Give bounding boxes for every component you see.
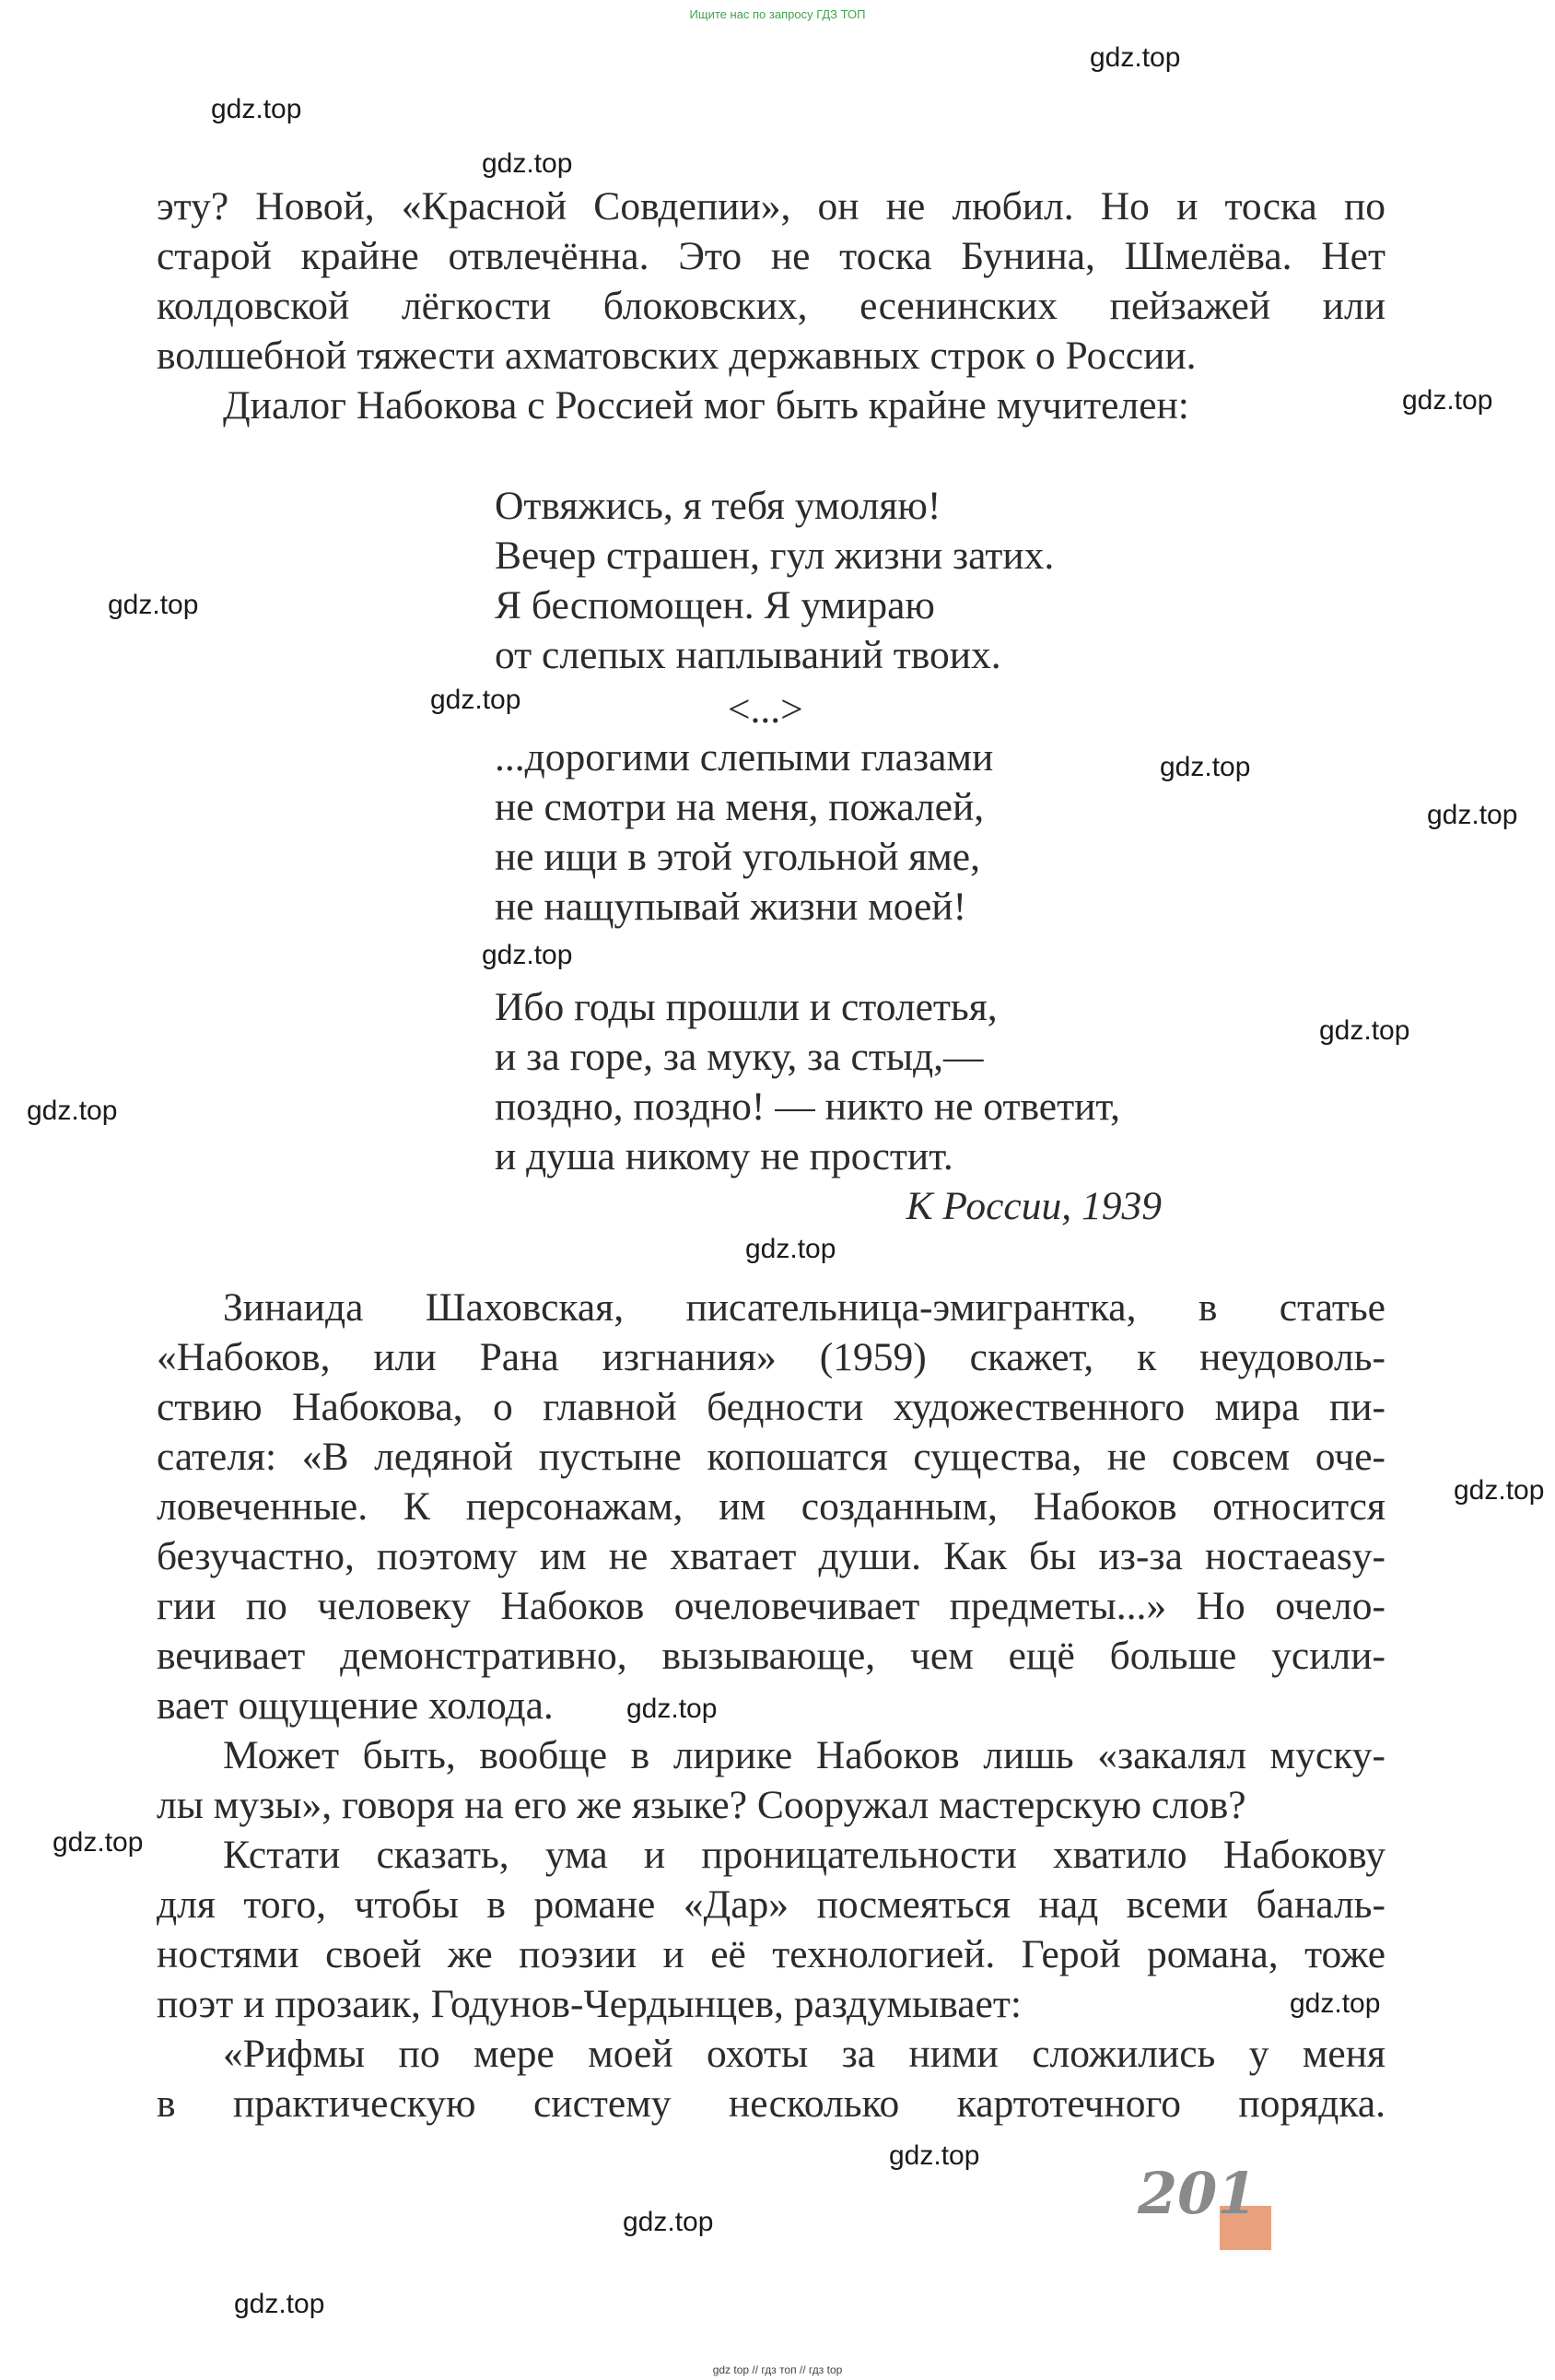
- text-line: гии по человеку Набоков очеловечивает предметы...» Но очело-: [157, 1584, 1385, 1628]
- paragraph-6: [157, 2029, 1385, 2128]
- watermark-label: gdz.top: [626, 1694, 718, 1724]
- text-line: эту? Новой, «Красной Совдепии», он не любил. Но и тоска по: [157, 184, 1385, 229]
- text-line: лы музы», говоря на его же языке? Сооружал мастерскую слов?: [157, 1783, 1246, 1827]
- text-line: сателя: «В ледяной пустыне копошатся существа, не совсем оче-: [157, 1435, 1385, 1479]
- text-line: «Набоков, или Рана изгнания» (1959) скажет, к неудоволь-: [157, 1335, 1385, 1379]
- paragraph-4: [157, 1730, 1385, 1830]
- watermark-label: gdz.top: [623, 2207, 714, 2237]
- watermark-label: gdz.top: [1160, 752, 1251, 782]
- watermark-label: gdz.top: [430, 685, 521, 715]
- text-line: поэт и прозаик, Годунов-Чердынцев, раздумывает:: [157, 1982, 1022, 2026]
- text-line: Может быть, вообще в лирике Набоков лишь «закалял муску-: [223, 1733, 1385, 1777]
- poem-line: Вечер страшен, гул жизни затих.: [495, 533, 1055, 578]
- text-line: Кстати сказать, ума и проницательности хватило Набокову: [223, 1833, 1385, 1877]
- poem-line: не ищи в этой угольной яме,: [495, 835, 980, 879]
- text-line: безучастно, поэтому им не хватает души. Как бы из-за ностаeasy-: [157, 1534, 1385, 1578]
- page-number: 201: [1138, 2160, 1257, 2227]
- text-line: для того, чтобы в романе «Дар» посмеяться над всеми баналь-: [157, 1882, 1385, 1927]
- watermark-label: gdz.top: [1402, 385, 1493, 416]
- text-line: Диалог Набокова с Россией мог быть крайне мучителен:: [223, 383, 1189, 428]
- poem-line: ...дорогими слепыми глазами: [495, 735, 994, 780]
- poem-line: Ибо годы прошли и столетья,: [495, 985, 998, 1029]
- paragraph-5: [157, 1830, 1385, 2029]
- watermark-label: gdz.top: [27, 1096, 118, 1126]
- footer-hint: gdz top // гдз топ // гдз top: [712, 2363, 843, 2376]
- text-line: ловеченные. К персонажам, им созданным, Набоков относится: [157, 1484, 1385, 1529]
- text-line: волшебной тяжести ахматовских державных строк о России.: [157, 334, 1197, 378]
- paragraph-1: [157, 182, 1385, 381]
- poem-line: от слепых наплываний твоих.: [495, 633, 1001, 677]
- text-line: Зинаида Шаховская, писательница-эмигрантка, в статье: [223, 1285, 1385, 1330]
- watermark-label: gdz.top: [1290, 1988, 1381, 2019]
- text-line: ствию Набокова, о главной бедности художественного мира пи-: [157, 1385, 1385, 1429]
- poem-stanza-3: [495, 982, 1232, 1181]
- watermark-label: gdz.top: [53, 1827, 144, 1858]
- poem-line: Я беспомощен. Я умираю: [495, 583, 935, 627]
- poem-stanza-1: [495, 481, 1232, 680]
- paragraph-2: [157, 381, 1385, 430]
- text-line: вечивает демонстративно, вызывающе, чем ещё больше усили-: [157, 1634, 1385, 1678]
- poem-line: и за горе, за муку, за стыд,—: [495, 1035, 984, 1079]
- paragraph-3: [157, 1283, 1385, 1730]
- text-line: ностями своей же поэзии и её технологией. Герой романа, тоже: [157, 1932, 1385, 1976]
- watermark-label: gdz.top: [889, 2140, 980, 2171]
- text-line: «Рифмы по мере моей охоты за ними сложились у меня: [223, 2032, 1385, 2076]
- search-hint: Ищите нас по запросу ГДЗ ТОП: [689, 7, 866, 21]
- poem-omission-mark: <...>: [728, 687, 803, 732]
- poem-line: и душа никому не простит.: [495, 1134, 953, 1178]
- watermark-label: gdz.top: [234, 2289, 325, 2319]
- watermark-label: gdz.top: [482, 148, 573, 179]
- poem-line: не нащупывай жизни моей!: [495, 885, 967, 929]
- watermark-label: gdz.top: [108, 590, 199, 620]
- watermark-label: gdz.top: [1427, 800, 1518, 830]
- poem-signature: К России, 1939: [906, 1184, 1162, 1228]
- watermark-label: gdz.top: [1454, 1475, 1545, 1506]
- text-line: в практическую систему несколько картотечного порядка.: [157, 2081, 1385, 2126]
- poem-line: поздно, поздно! — никто не ответит,: [495, 1084, 1120, 1129]
- poem-line: Отвяжись, я тебя умоляю!: [495, 484, 941, 528]
- watermark-label: gdz.top: [745, 1234, 836, 1264]
- watermark-label: gdz.top: [482, 940, 573, 970]
- text-line: вает ощущение холода.: [157, 1683, 554, 1728]
- watermark-label: gdz.top: [1319, 1015, 1410, 1046]
- watermark-label: gdz.top: [1090, 42, 1181, 73]
- poem-line: не смотри на меня, пожалей,: [495, 785, 985, 829]
- text-line: колдовской лёгкости блоковских, есенинских пейзажей или: [157, 284, 1385, 328]
- poem-stanza-2: [495, 733, 1232, 932]
- text-line: старой крайне отвлечённа. Это не тоска Бунина, Шмелёва. Нет: [157, 234, 1385, 278]
- watermark-label: gdz.top: [211, 94, 302, 124]
